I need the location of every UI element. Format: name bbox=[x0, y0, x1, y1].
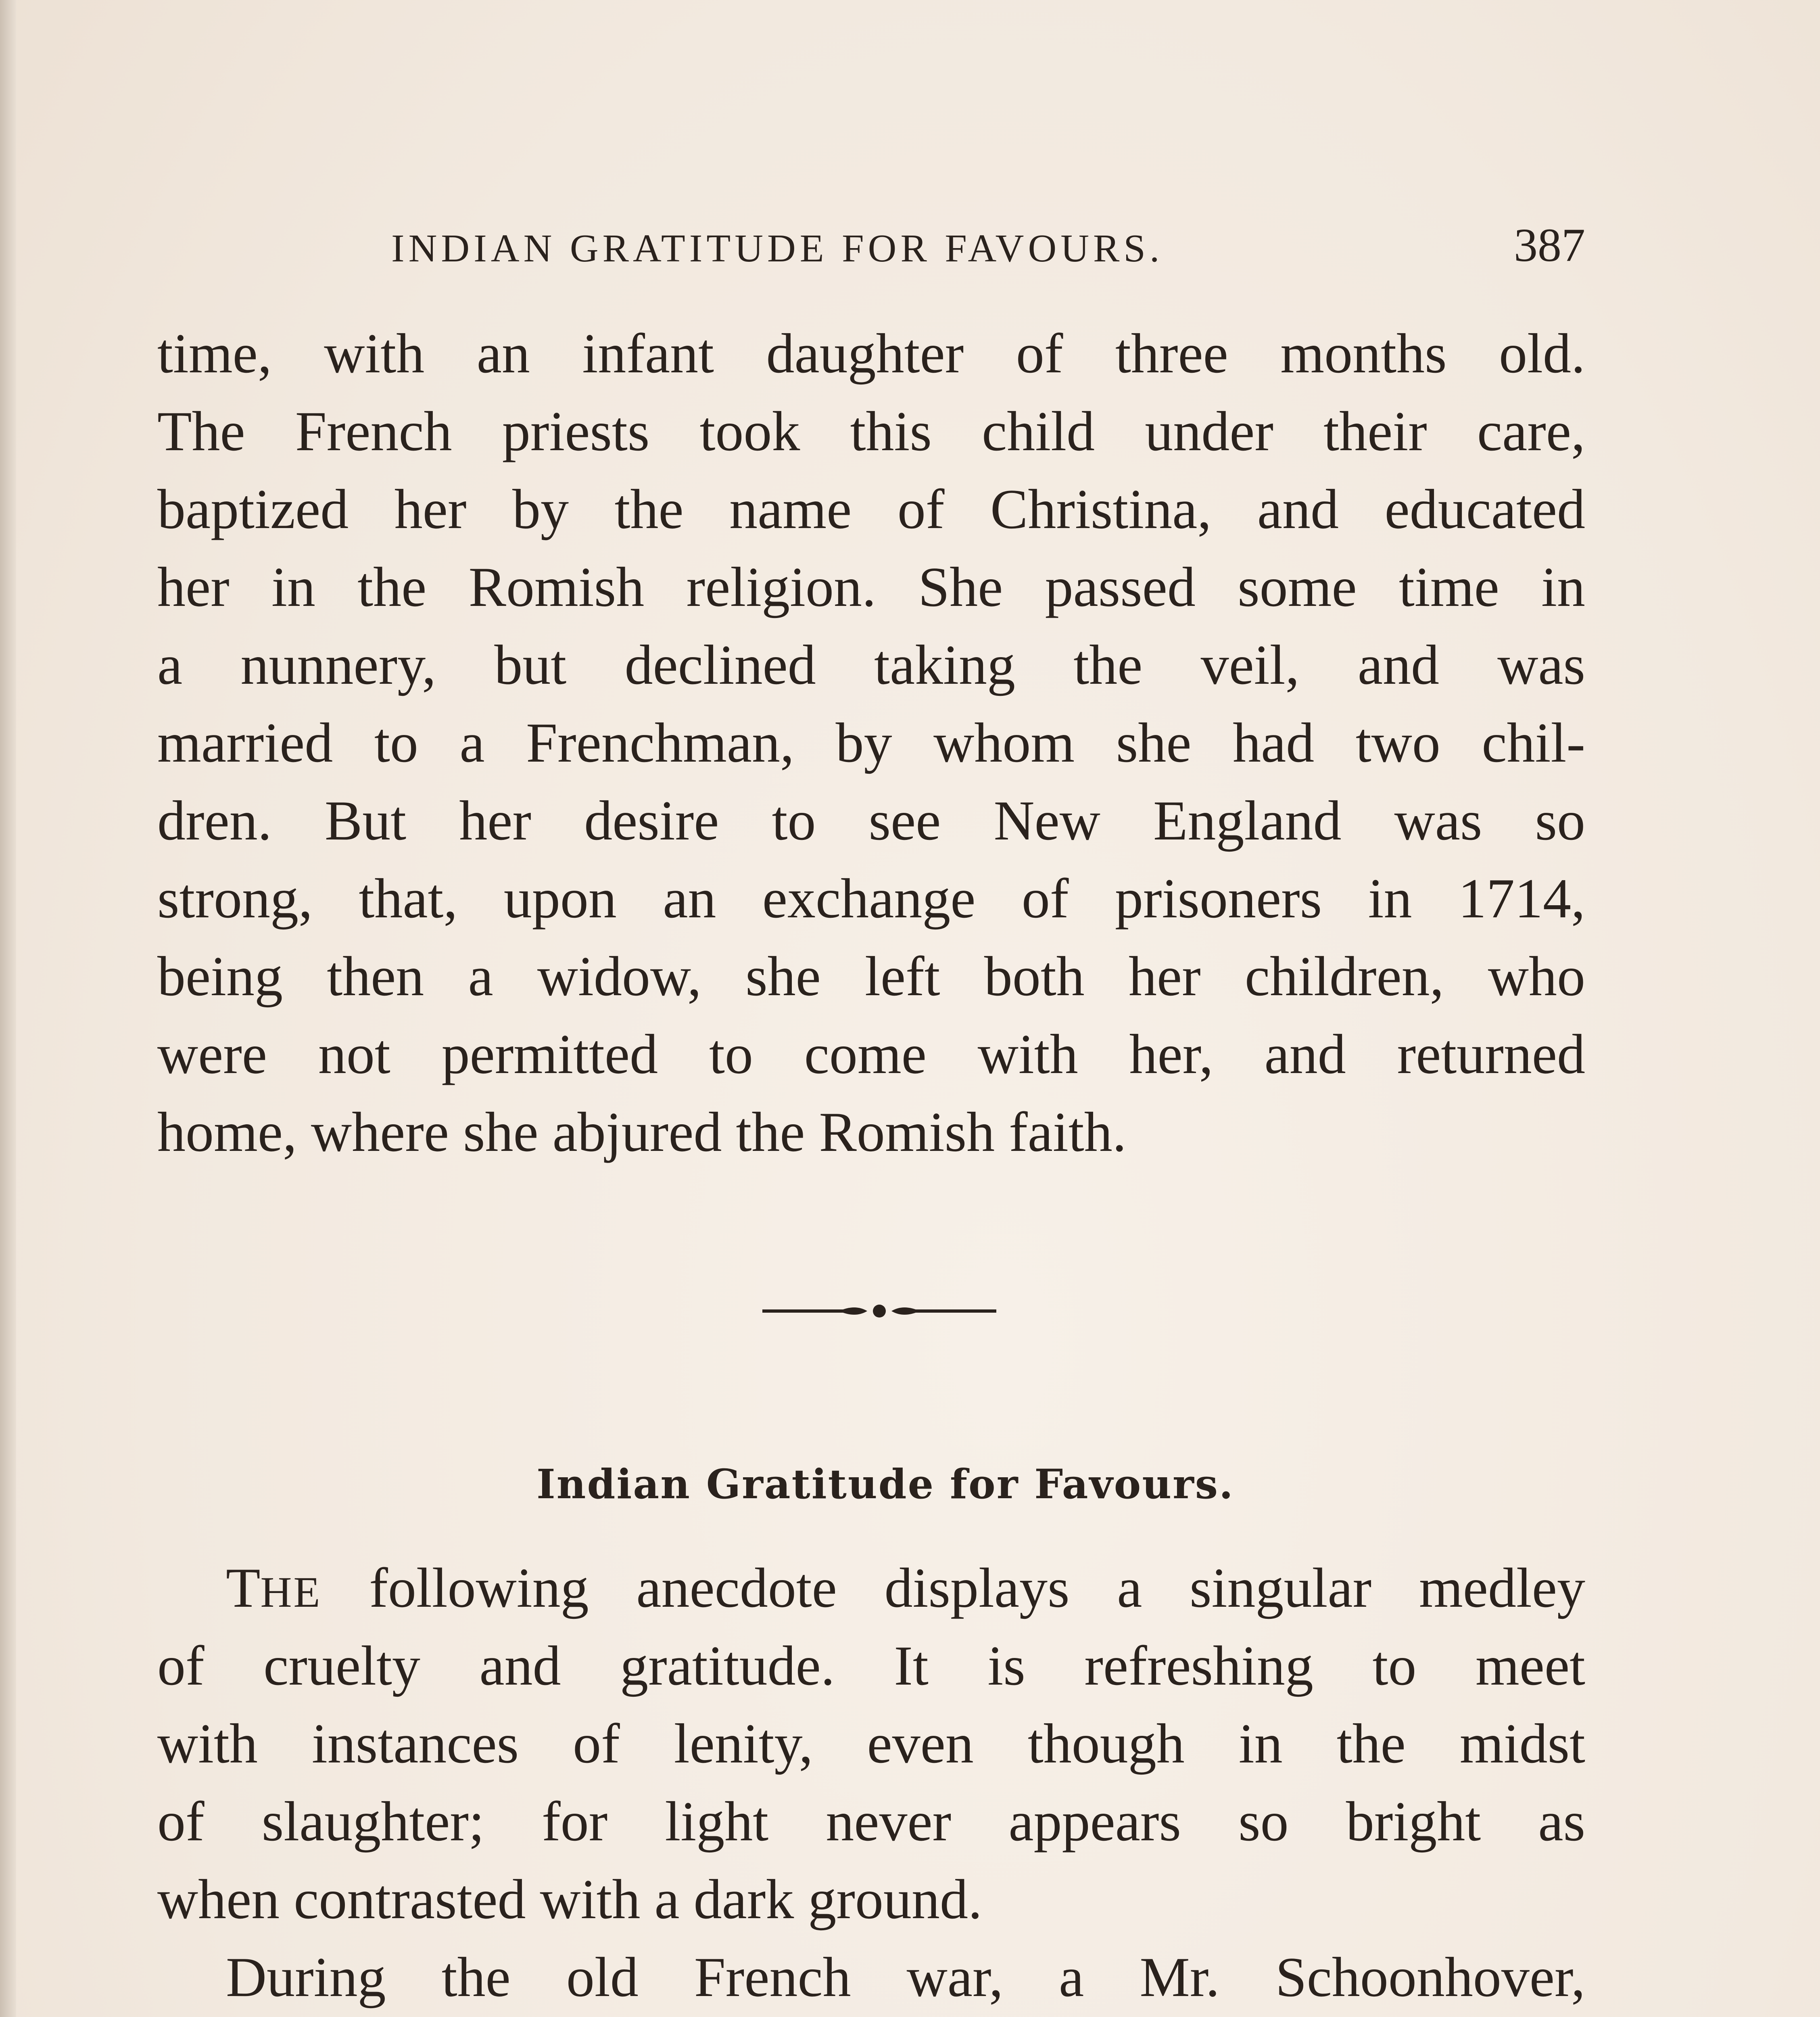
text-line: dren. But her desire to see New England was so bbox=[157, 789, 1585, 852]
text-line: strong, that, upon an exchange of prisoners in 1714, bbox=[157, 867, 1585, 930]
text-line: baptized her by the name of Christina, and educated bbox=[157, 478, 1585, 541]
page-left-edge bbox=[0, 0, 16, 2017]
small-caps-word: HE bbox=[260, 1568, 322, 1616]
text-line: when contrasted with a dark ground. bbox=[157, 1868, 982, 1931]
text-line: time, with an infant daughter of three months old. bbox=[157, 322, 1585, 385]
text-line: with instances of lenity, even though in the midst bbox=[157, 1712, 1585, 1775]
text-line: home, where she abjured the Romish faith. bbox=[157, 1101, 1127, 1163]
text-line: were not permitted to come with her, and returned bbox=[157, 1023, 1585, 1086]
first-line-rest: following anecdote displays a singular medley bbox=[321, 1557, 1585, 1619]
paragraph-body bbox=[157, 1549, 1585, 2017]
text-line: The French priests took this child under their care, bbox=[157, 400, 1585, 463]
paragraph-continued bbox=[157, 315, 1585, 1171]
text-line: During the old French war, a Mr. Schoonhover, bbox=[226, 1946, 1585, 2009]
running-head: INDIAN GRATITUDE FOR FAVOURS. bbox=[391, 227, 1164, 270]
text-line: being then a widow, she left both her children, who bbox=[157, 945, 1585, 1008]
initial-letter: T bbox=[226, 1557, 261, 1619]
text-line: of slaughter; for light never appears so bright as bbox=[157, 1790, 1585, 1853]
page-header bbox=[157, 218, 1585, 278]
text-line: of cruelty and gratitude. It is refreshing to meet bbox=[157, 1635, 1585, 1697]
page-number: 387 bbox=[1514, 219, 1585, 271]
text-line: a nunnery, but declined taking the veil, and was bbox=[157, 634, 1585, 696]
section-title: Indian Gratitude for Favours. bbox=[536, 1460, 1234, 1508]
text-line: married to a Frenchman, by whom she had two chil- bbox=[157, 712, 1585, 774]
text-line-first bbox=[157, 1549, 1585, 1627]
section-divider-ornament bbox=[758, 1295, 1000, 1327]
text-line: her in the Romish religion. She passed some time in bbox=[157, 556, 1585, 618]
